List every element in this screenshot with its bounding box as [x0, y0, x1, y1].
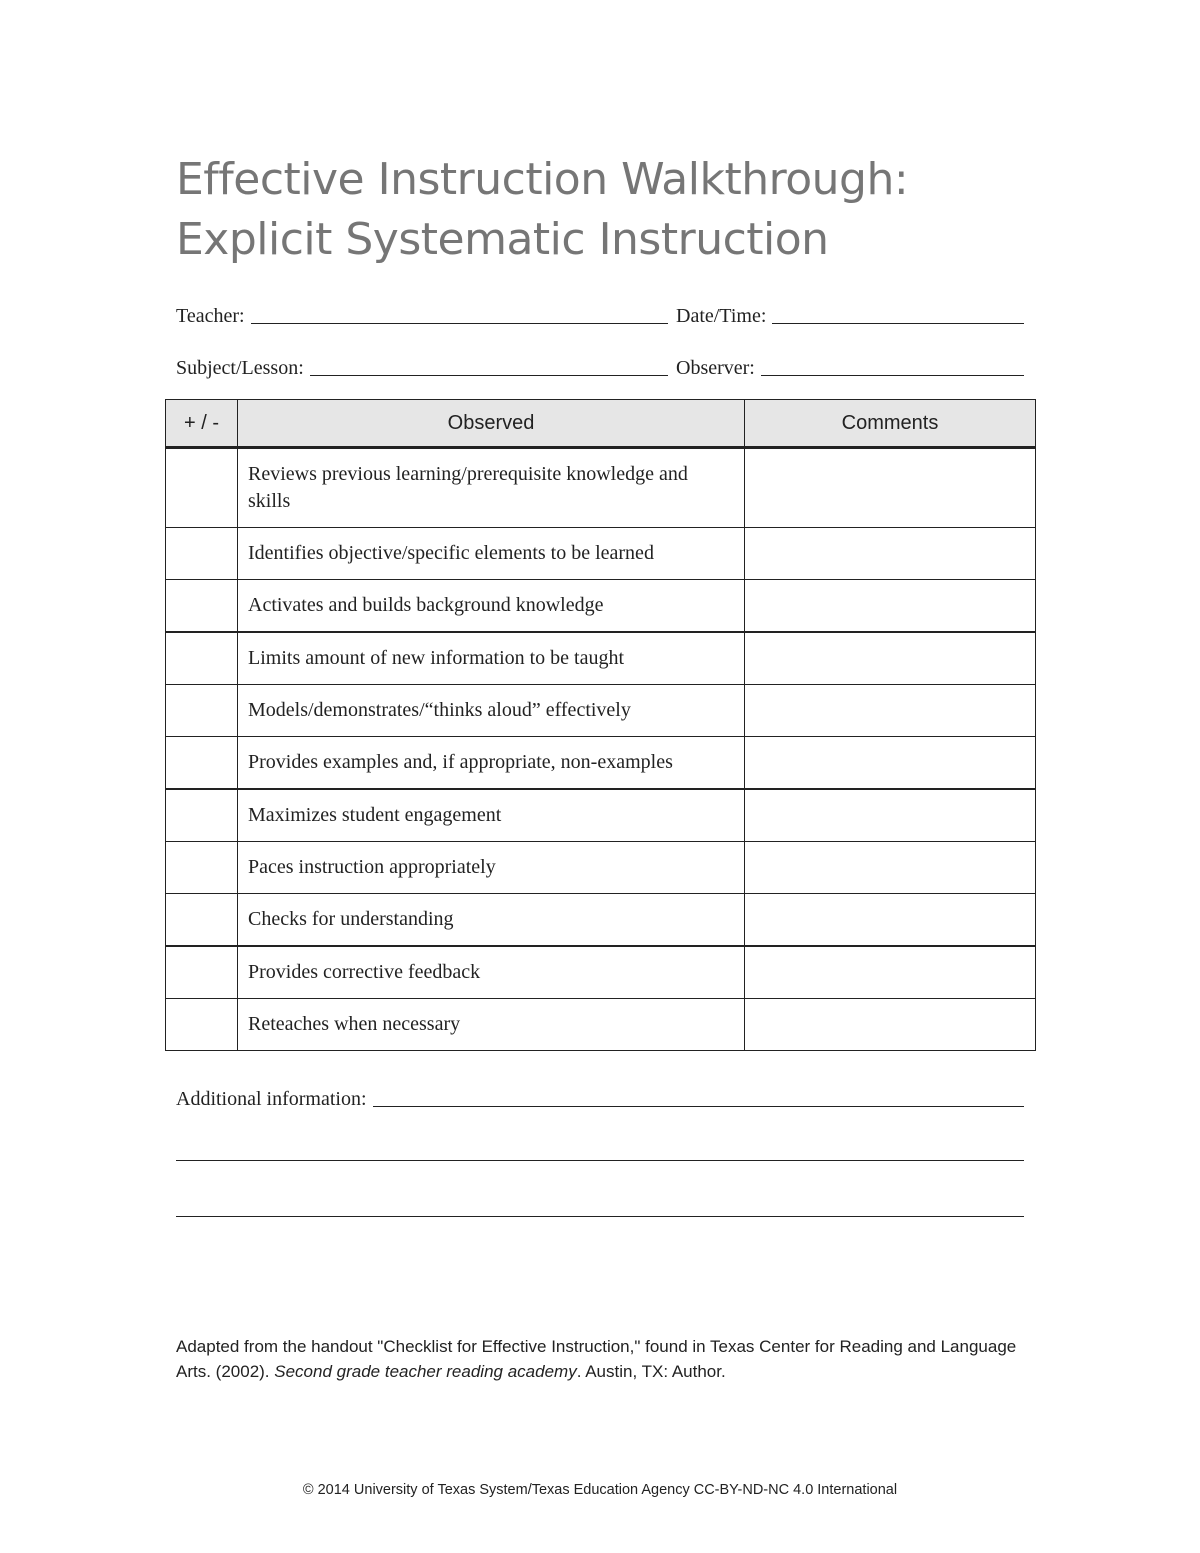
teacher-date-row — [176, 296, 1024, 328]
observed-item: Paces instruction appropriately — [238, 842, 745, 894]
title-line-1: Effective Instruction Walkthrough: — [176, 154, 909, 205]
table-header-row — [166, 400, 1036, 448]
additional-info-line-2[interactable] — [176, 1160, 1024, 1161]
observed-item: Models/demonstrates/“thinks aloud” effectively — [238, 685, 745, 737]
observed-item: Reviews previous learning/prerequisite knowledge and skills — [238, 448, 745, 528]
comments-cell[interactable] — [745, 842, 1036, 894]
table-row — [166, 580, 1036, 633]
teacher-label: Teacher: — [176, 305, 245, 327]
citation-italic-title: Second grade teacher reading academy — [274, 1362, 577, 1381]
rating-cell[interactable] — [166, 946, 238, 999]
page-title — [176, 150, 1076, 270]
comments-cell[interactable] — [745, 946, 1036, 999]
copyright-footer: © 2014 University of Texas System/Texas Education Agency CC-BY-ND-NC 4.0 International — [302, 1482, 898, 1498]
rating-cell[interactable] — [166, 580, 238, 633]
comments-cell[interactable] — [745, 632, 1036, 685]
subject-field[interactable] — [176, 348, 668, 380]
table-row — [166, 894, 1036, 947]
subject-label: Subject/Lesson: — [176, 357, 304, 379]
table-row — [166, 842, 1036, 894]
observed-item: Provides corrective feedback — [238, 946, 745, 999]
table-row — [166, 528, 1036, 580]
teacher-blank-line[interactable] — [251, 301, 668, 324]
observed-item: Identifies objective/specific elements to be learned — [238, 528, 745, 580]
header-plus-minus: + / - — [166, 400, 238, 448]
datetime-field[interactable] — [676, 296, 1024, 328]
citation-part-2: . Austin, TX: Author. — [576, 1362, 726, 1381]
comments-cell[interactable] — [745, 894, 1036, 947]
rating-cell[interactable] — [166, 528, 238, 580]
table-row — [166, 685, 1036, 737]
comments-cell[interactable] — [745, 737, 1036, 790]
datetime-blank-line[interactable] — [772, 301, 1024, 324]
observer-label: Observer: — [676, 357, 755, 379]
teacher-field[interactable] — [176, 296, 668, 328]
rating-cell[interactable] — [166, 894, 238, 947]
datetime-label: Date/Time: — [676, 305, 767, 327]
rating-cell[interactable] — [166, 685, 238, 737]
subject-blank-line[interactable] — [310, 353, 668, 376]
table-row — [166, 789, 1036, 842]
rating-cell[interactable] — [166, 632, 238, 685]
additional-info-line-1[interactable] — [373, 1084, 1024, 1107]
title-line-2: Explicit Systematic Instruction — [176, 214, 829, 265]
observed-item: Checks for understanding — [238, 894, 745, 947]
observed-item: Limits amount of new information to be taught — [238, 632, 745, 685]
additional-info-label: Additional information: — [176, 1088, 367, 1110]
header-observed: Observed — [238, 400, 745, 448]
observed-item: Maximizes student engagement — [238, 789, 745, 842]
rating-cell[interactable] — [166, 448, 238, 528]
observer-blank-line[interactable] — [761, 353, 1024, 376]
observation-checklist-table — [165, 399, 1036, 1051]
rating-cell[interactable] — [166, 737, 238, 790]
additional-info-field[interactable] — [176, 1079, 1024, 1111]
table-row — [166, 999, 1036, 1051]
subject-observer-row — [176, 348, 1024, 380]
rating-cell[interactable] — [166, 789, 238, 842]
observed-item: Reteaches when necessary — [238, 999, 745, 1051]
table-row — [166, 632, 1036, 685]
comments-cell[interactable] — [745, 580, 1036, 633]
rating-cell[interactable] — [166, 842, 238, 894]
comments-cell[interactable] — [745, 448, 1036, 528]
observed-item: Provides examples and, if appropriate, non-examples — [238, 737, 745, 790]
table-row — [166, 946, 1036, 999]
table-row — [166, 448, 1036, 528]
header-comments: Comments — [745, 400, 1036, 448]
observer-field[interactable] — [676, 348, 1024, 380]
observed-item: Activates and builds background knowledge — [238, 580, 745, 633]
comments-cell[interactable] — [745, 685, 1036, 737]
comments-cell[interactable] — [745, 789, 1036, 842]
comments-cell[interactable] — [745, 528, 1036, 580]
additional-info-line-3[interactable] — [176, 1216, 1024, 1217]
comments-cell[interactable] — [745, 999, 1036, 1051]
table-row — [166, 737, 1036, 790]
rating-cell[interactable] — [166, 999, 238, 1051]
citation-part-1: Adapted from the handout "Checklist for Effective Instruction," found in Texas Center for Reading and Language Arts. (2002). — [176, 1337, 1017, 1381]
citation-text — [176, 1334, 1036, 1384]
additional-info-row — [176, 1079, 1024, 1111]
